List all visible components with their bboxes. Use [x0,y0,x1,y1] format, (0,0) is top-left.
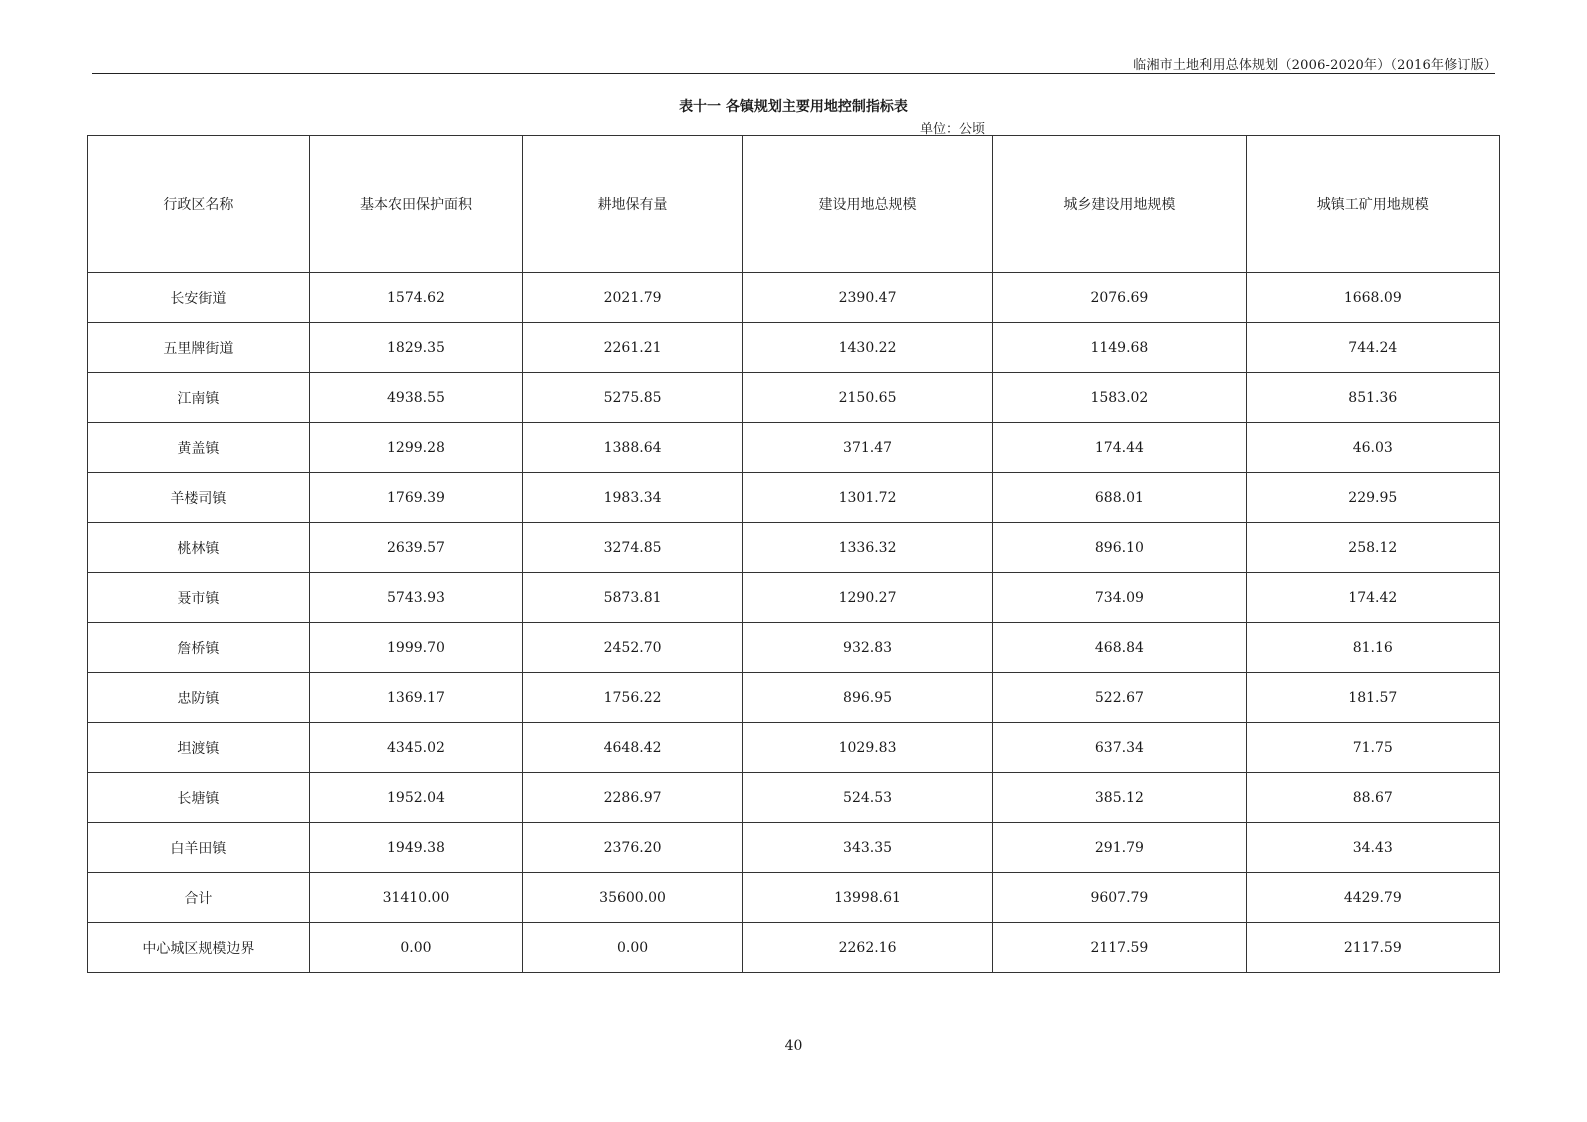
value-cell: 5743.93 [309,573,523,623]
table-row [88,873,1500,923]
value-cell: 0.00 [523,923,743,973]
value-cell: 932.83 [742,623,992,673]
value-cell: 2076.69 [993,273,1246,323]
value-cell: 1388.64 [523,423,743,473]
value-cell: 2117.59 [1246,923,1499,973]
running-header-title: 临湘市土地利用总体规划（2006-2020年）（2016年修订版） [1133,58,1497,73]
value-cell: 522.67 [993,673,1246,723]
value-cell: 81.16 [1246,623,1499,673]
value-cell: 174.44 [993,423,1246,473]
table-row [88,523,1500,573]
value-cell: 1336.32 [742,523,992,573]
value-cell: 71.75 [1246,723,1499,773]
table-row [88,323,1500,373]
value-cell: 1301.72 [742,473,992,523]
region-name-cell: 江南镇 [88,373,310,423]
column-header: 耕地保有量 [523,136,743,273]
value-cell: 5275.85 [523,373,743,423]
region-name-cell: 白羊田镇 [88,823,310,873]
value-cell: 1756.22 [523,673,743,723]
region-name-cell: 桃林镇 [88,523,310,573]
value-cell: 2150.65 [742,373,992,423]
region-name-cell: 忠防镇 [88,673,310,723]
value-cell: 1369.17 [309,673,523,723]
table-body [88,273,1500,973]
value-cell: 1029.83 [742,723,992,773]
value-cell: 851.36 [1246,373,1499,423]
value-cell: 1583.02 [993,373,1246,423]
value-cell: 1949.38 [309,823,523,873]
table-row [88,673,1500,723]
value-cell: 2021.79 [523,273,743,323]
value-cell: 1430.22 [742,323,992,373]
value-cell: 1829.35 [309,323,523,373]
region-name-cell: 羊楼司镇 [88,473,310,523]
value-cell: 2261.21 [523,323,743,373]
value-cell: 4648.42 [523,723,743,773]
region-name-cell: 聂市镇 [88,573,310,623]
value-cell: 2117.59 [993,923,1246,973]
region-name-cell: 詹桥镇 [88,623,310,673]
value-cell: 4429.79 [1246,873,1499,923]
value-cell: 1299.28 [309,423,523,473]
table-row [88,473,1500,523]
table-header-row [88,136,1500,273]
value-cell: 0.00 [309,923,523,973]
column-header: 城乡建设用地规模 [993,136,1246,273]
table-title: 表十一 各镇规划主要用地控制指标表 [679,99,908,115]
land-use-table [87,135,1500,973]
value-cell: 524.53 [742,773,992,823]
value-cell: 31410.00 [309,873,523,923]
region-name-cell: 长安街道 [88,273,310,323]
table-row [88,823,1500,873]
table-row [88,423,1500,473]
value-cell: 88.67 [1246,773,1499,823]
value-cell: 1983.34 [523,473,743,523]
value-cell: 258.12 [1246,523,1499,573]
region-name-cell: 中心城区规模边界 [88,923,310,973]
table-row [88,923,1500,973]
value-cell: 468.84 [993,623,1246,673]
value-cell: 1952.04 [309,773,523,823]
value-cell: 896.10 [993,523,1246,573]
value-cell: 3274.85 [523,523,743,573]
value-cell: 1668.09 [1246,273,1499,323]
value-cell: 174.42 [1246,573,1499,623]
value-cell: 2452.70 [523,623,743,673]
value-cell: 13998.61 [742,873,992,923]
table-row [88,573,1500,623]
unit-note: 单位：公顷 [920,122,986,137]
value-cell: 34.43 [1246,823,1499,873]
value-cell: 5873.81 [523,573,743,623]
value-cell: 734.09 [993,573,1246,623]
region-name-cell: 长塘镇 [88,773,310,823]
value-cell: 1574.62 [309,273,523,323]
column-header: 建设用地总规模 [742,136,992,273]
value-cell: 896.95 [742,673,992,723]
header-rule [92,73,1495,74]
value-cell: 291.79 [993,823,1246,873]
table-row [88,273,1500,323]
region-name-cell: 坦渡镇 [88,723,310,773]
value-cell: 2390.47 [742,273,992,323]
value-cell: 1149.68 [993,323,1246,373]
value-cell: 46.03 [1246,423,1499,473]
value-cell: 1290.27 [742,573,992,623]
page-number: 40 [784,1038,803,1054]
value-cell: 229.95 [1246,473,1499,523]
column-header: 城镇工矿用地规模 [1246,136,1499,273]
value-cell: 688.01 [993,473,1246,523]
region-name-cell: 合计 [88,873,310,923]
value-cell: 1769.39 [309,473,523,523]
column-header: 行政区名称 [88,136,310,273]
region-name-cell: 五里牌街道 [88,323,310,373]
value-cell: 4938.55 [309,373,523,423]
value-cell: 744.24 [1246,323,1499,373]
value-cell: 385.12 [993,773,1246,823]
value-cell: 181.57 [1246,673,1499,723]
table-row [88,373,1500,423]
value-cell: 371.47 [742,423,992,473]
value-cell: 2639.57 [309,523,523,573]
value-cell: 2286.97 [523,773,743,823]
value-cell: 637.34 [993,723,1246,773]
column-header: 基本农田保护面积 [309,136,523,273]
value-cell: 1999.70 [309,623,523,673]
value-cell: 2376.20 [523,823,743,873]
value-cell: 343.35 [742,823,992,873]
table-row [88,773,1500,823]
value-cell: 9607.79 [993,873,1246,923]
table-row [88,623,1500,673]
value-cell: 35600.00 [523,873,743,923]
value-cell: 2262.16 [742,923,992,973]
value-cell: 4345.02 [309,723,523,773]
region-name-cell: 黄盖镇 [88,423,310,473]
table-row [88,723,1500,773]
